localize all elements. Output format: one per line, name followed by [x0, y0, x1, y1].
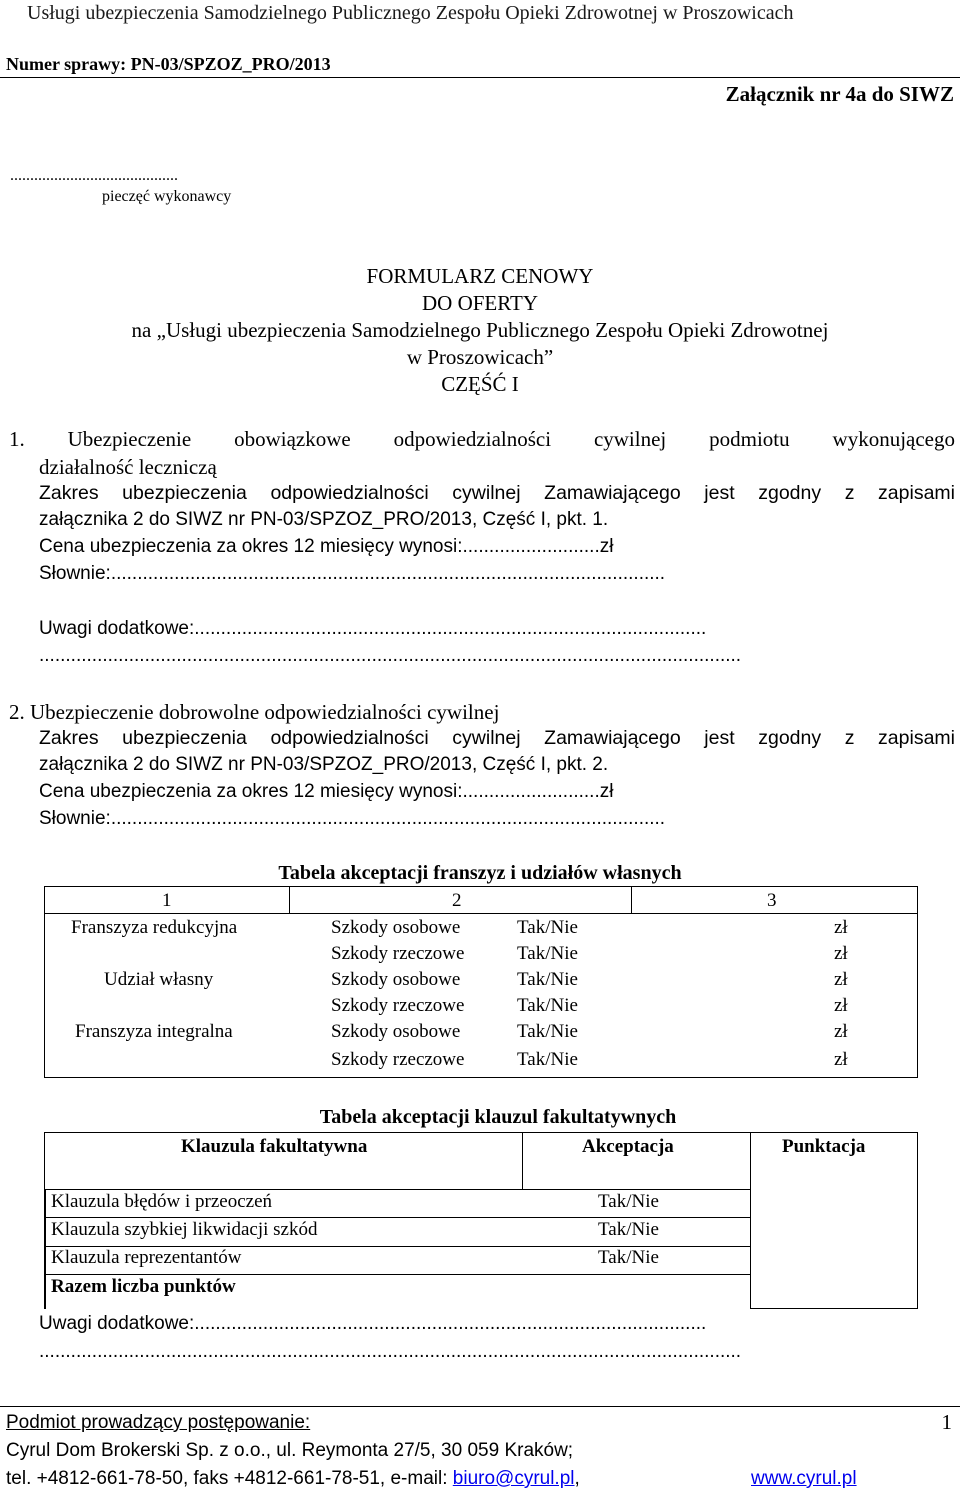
accept-choice[interactable]: Tak/Nie [517, 917, 578, 938]
amount-field[interactable]: zł [834, 943, 848, 964]
stamp-label: pieczęć wykonawcy [102, 188, 232, 205]
amount-field[interactable]: zł [834, 969, 848, 990]
footer-contact-text: tel. +4812-661-78-50, faks +4812-661-78-51, e-mail: [6, 1468, 448, 1489]
section2-scope-line-2: załącznika 2 do SIWZ nr PN-03/SPZOZ_PRO/2013, Część I, pkt. 2. [39, 754, 609, 775]
final-remarks-field[interactable]: Uwagi dodatkowe:................................................................................................. [39, 1313, 707, 1334]
accept-choice[interactable]: Tak/Nie [517, 1021, 578, 1042]
accept-choice[interactable]: Tak/Nie [598, 1219, 659, 1240]
accept-choice[interactable]: Tak/Nie [517, 943, 578, 964]
accept-choice[interactable]: Tak/Nie [517, 1049, 578, 1070]
accept-choice[interactable]: Tak/Nie [598, 1247, 659, 1268]
section2-heading: 2. Ubezpieczenie dobrowolne odpowiedzialności cywilnej [9, 700, 500, 724]
document-header-title: Usługi ubezpieczenia Samodzielnego Publicznego Zespołu Opieki Zdrowotnej w Proszowicach [27, 2, 794, 24]
case-number: Numer sprawy: PN-03/SPZOZ_PRO/2013 [6, 54, 331, 74]
accept-choice[interactable]: Tak/Nie [517, 995, 578, 1016]
clauses-header-points: Punktacja [782, 1136, 866, 1157]
deductibles-table-title: Tabela akceptacji franszyz i udziałów własnych [278, 862, 682, 884]
section1-remarks-field[interactable]: Uwagi dodatkowe:................................................................................................. [39, 618, 707, 639]
section1-heading-cont: działalność leczniczą [39, 455, 217, 479]
column-header-1: 1 [162, 890, 172, 911]
website-link[interactable]: www.cyrul.pl [751, 1468, 857, 1489]
section2-words-field[interactable]: Słownie:......................................................................................................... [39, 808, 666, 829]
footer-contact [6, 1468, 580, 1490]
accept-choice[interactable]: Tak/Nie [517, 969, 578, 990]
section1-remarks-cont[interactable]: ..................................................................................................................................... [39, 645, 742, 666]
final-remarks-cont[interactable]: ..................................................................................................................................... [39, 1341, 742, 1362]
header-divider [0, 77, 960, 78]
form-title-line-3: na „Usługi ubezpieczenia Samodzielnego Publicznego Zespołu Opieki Zdrowotnej [131, 318, 829, 342]
stamp-dotted-line: .......................................... [10, 167, 178, 184]
footer-company: Cyrul Dom Brokerski Sp. z o.o., ul. Reymonta 27/5, 30 059 Kraków; [6, 1440, 574, 1461]
page-number: 1 [941, 1410, 952, 1434]
column-header-2: 2 [452, 890, 462, 911]
section1-price-field[interactable]: Cena ubezpieczenia za okres 12 miesięcy wynosi:..........................zł [39, 536, 614, 557]
total-points-label: Razem liczba punktów [51, 1276, 236, 1297]
section2-price-field[interactable]: Cena ubezpieczenia za okres 12 miesięcy wynosi:..........................zł [39, 781, 614, 802]
clauses-header-accept: Akceptacja [582, 1136, 674, 1157]
amount-field[interactable]: zł [834, 917, 848, 938]
amount-field[interactable]: zł [834, 1049, 848, 1070]
column-header-3: 3 [767, 890, 777, 911]
section1-scope-line-1: Zakres ubezpieczenia odpowiedzialności cywilnej Zamawiającego jest zgodny z zapisami [39, 482, 955, 504]
amount-field[interactable]: zł [834, 995, 848, 1016]
form-title-line-2: DO OFERTY [422, 291, 538, 315]
section1-words-field[interactable]: Słownie:......................................................................................................... [39, 563, 666, 584]
form-title-line-5: CZĘŚĆ I [441, 372, 519, 396]
section1-heading: 1. Ubezpieczenie obowiązkowe odpowiedzialności cywilnej podmiotu wykonującego [9, 427, 955, 451]
footer-label: Podmiot prowadzący postępowanie: [6, 1412, 311, 1433]
accept-choice[interactable]: Tak/Nie [598, 1191, 659, 1212]
amount-field[interactable]: zł [834, 1021, 848, 1042]
email-link[interactable]: biuro@cyrul.pl [452, 1468, 575, 1489]
footer-divider [0, 1406, 960, 1407]
clauses-table: Klauzula fakultatywna Akceptacja Punktacja Klauzula błędów i przeoczeń Tak/Nie Klauzula szybkiej likwidacji szkód Tak/Nie Klauzula reprezentantów Tak/Nie Razem liczba punktów [44, 1132, 918, 1309]
deductibles-table: 1 2 3 Franszyza redukcyjna Szkody osobowe Tak/Nie zł Szkody rzeczowe Tak/Nie zł Udział własny Szkody osobowe Tak/Nie zł Szkody rzeczowe Tak/Nie zł Franszyza integralna Szkody osobowe Tak/Nie zł Szkody rzeczowe Tak/Nie zł [44, 886, 918, 1078]
section1-scope-line-2: załącznika 2 do SIWZ nr PN-03/SPZOZ_PRO/2013, Część I, pkt. 1. [39, 509, 609, 530]
annex-label: Załącznik nr 4a do SIWZ [725, 82, 954, 106]
form-title-line-4: w Proszowicach” [406, 345, 554, 369]
footer-comma: , [574, 1468, 580, 1489]
form-title-line-1: FORMULARZ CENOWY [366, 264, 594, 288]
section2-scope-line-1: Zakres ubezpieczenia odpowiedzialności cywilnej Zamawiającego jest zgodny z zapisami [39, 727, 955, 749]
clauses-table-title: Tabela akceptacji klauzul fakultatywnych [319, 1106, 677, 1128]
clauses-header-name: Klauzula fakultatywna [181, 1136, 368, 1157]
